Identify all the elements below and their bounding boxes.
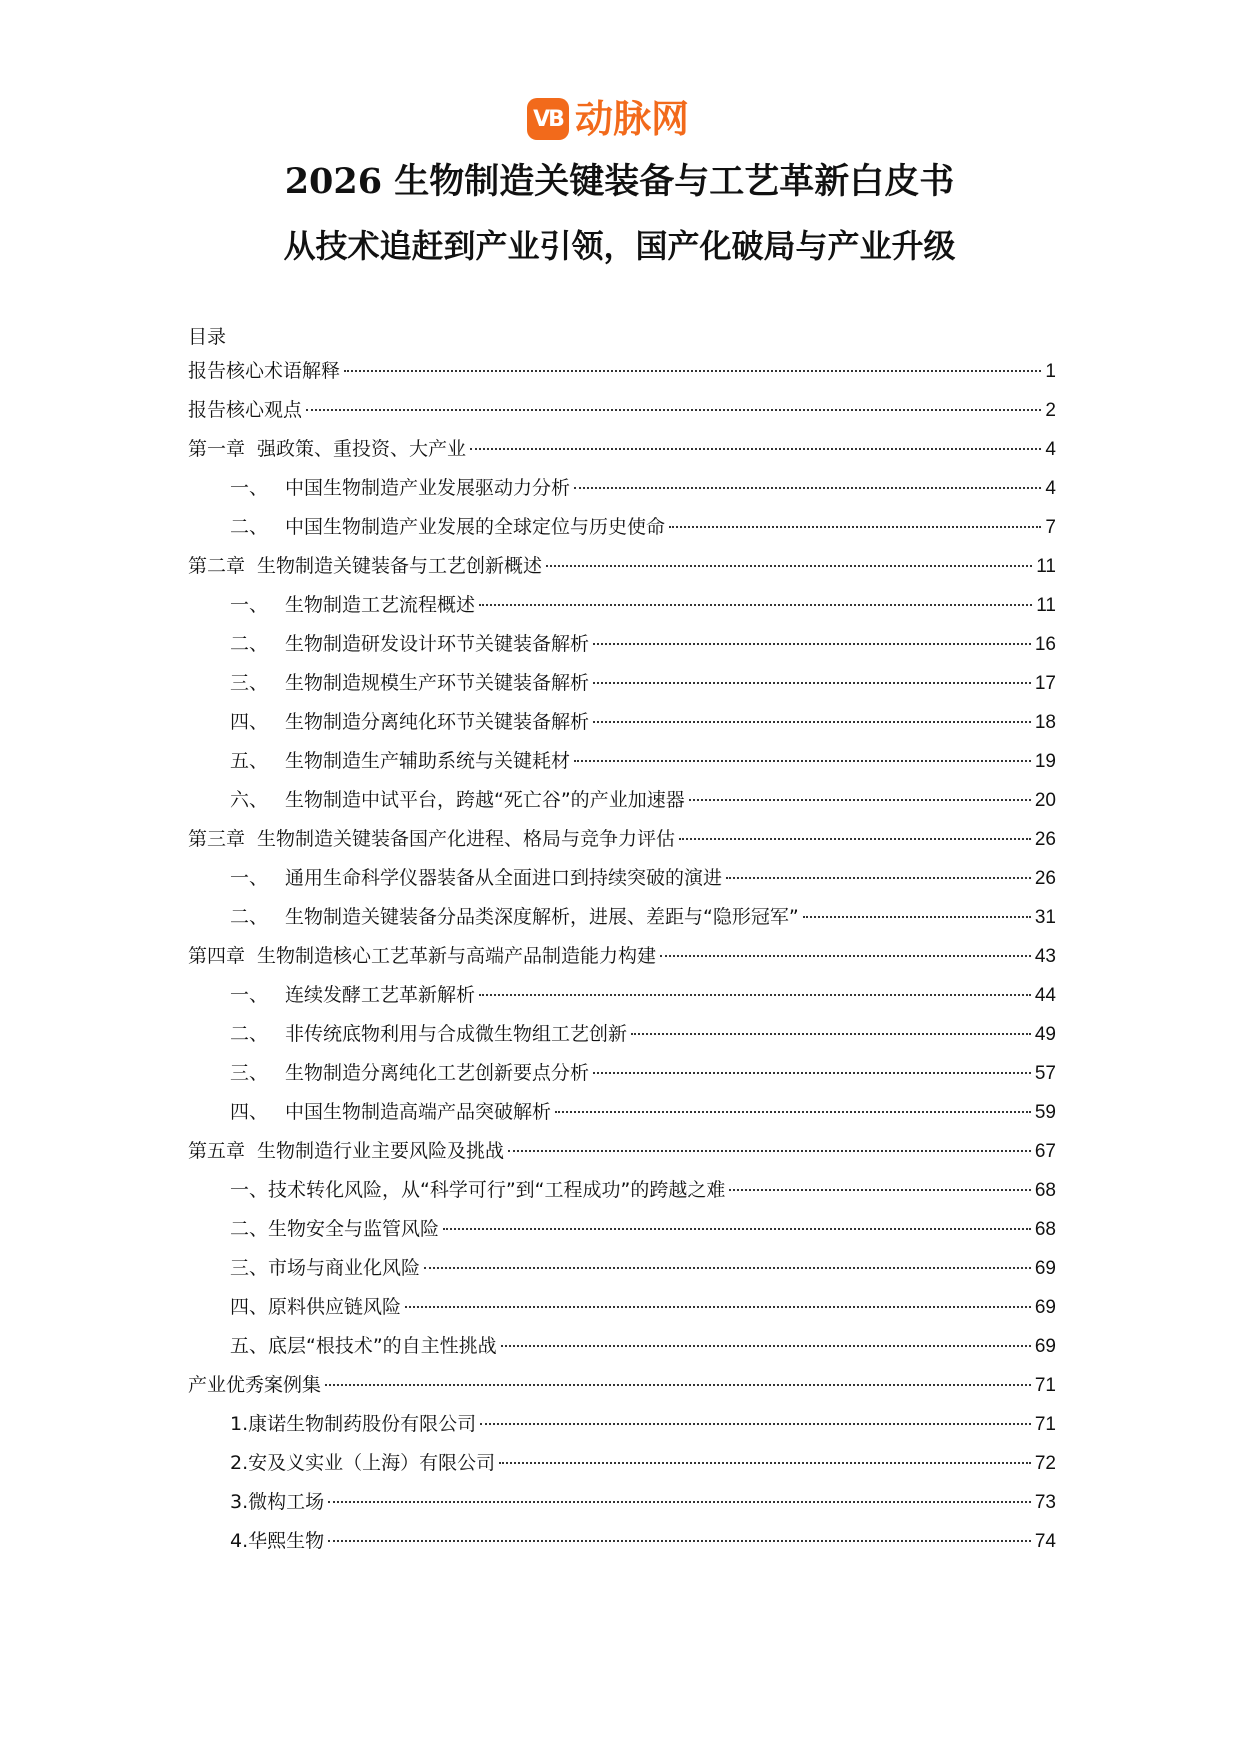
toc-entry-title: 生物制造关键装备国产化进程、格局与竞争力评估 [257, 828, 676, 850]
toc-dot-leader [546, 565, 1032, 567]
toc-entry-label [230, 1210, 439, 1249]
toc-dot-leader [344, 370, 1041, 372]
toc-entry-title: 1.康诺生物制药股份有限公司 [230, 1413, 477, 1435]
toc-dot-leader [424, 1267, 1031, 1269]
toc-dot-leader [669, 526, 1041, 528]
toc-entry[interactable] [188, 976, 1056, 1015]
toc-entry-label [230, 1015, 627, 1054]
toc-entry-title: 通用生命科学仪器装备从全面进口到持续突破的演进 [285, 867, 723, 889]
toc-entry-label [188, 391, 302, 430]
toc-entry[interactable] [188, 859, 1056, 898]
toc-page-number: 43 [1034, 946, 1056, 967]
toc-page-number: 11 [1036, 595, 1056, 616]
brand-name: 动脉网 [575, 97, 690, 141]
toc-entry[interactable] [188, 547, 1056, 586]
toc-entry-title: 生物制造关键装备分品类深度解析，进展、差距与“隐形冠军” [285, 906, 799, 928]
toc-entry-title: 产业优秀案例集 [188, 1374, 322, 1396]
toc-page-number: 69 [1034, 1336, 1056, 1357]
toc-entry-label [230, 1171, 725, 1210]
toc-section-number: 一、 [230, 477, 269, 499]
toc-entry-label [230, 1093, 551, 1132]
toc-dot-leader [729, 1189, 1030, 1191]
toc-dot-leader [470, 448, 1041, 450]
toc-dot-leader [499, 1462, 1031, 1464]
toc-entry[interactable] [188, 1444, 1056, 1483]
toc-entry[interactable] [188, 1327, 1056, 1366]
toc-entry-label [230, 976, 475, 1015]
toc-page-number: 7 [1045, 517, 1056, 538]
toc-page-number: 11 [1036, 556, 1056, 577]
toc-entry[interactable] [188, 937, 1056, 976]
toc-dot-leader [479, 994, 1031, 996]
toc-page-number: 72 [1034, 1453, 1056, 1474]
toc-dot-leader [593, 643, 1031, 645]
toc-dot-leader [593, 1072, 1031, 1074]
toc-entry[interactable] [188, 469, 1056, 508]
toc-page-number: 18 [1034, 712, 1056, 733]
toc-page-number: 1 [1045, 361, 1056, 382]
toc-page-number: 59 [1034, 1102, 1056, 1123]
toc-dot-leader [306, 409, 1041, 411]
toc-chapter-number: 第五章 [188, 1140, 246, 1162]
toc-entry-title: 生物制造中试平台，跨越“死亡谷”的产业加速器 [285, 789, 685, 811]
toc-chapter-number: 第三章 [188, 828, 246, 850]
brand-logo [527, 96, 689, 142]
toc-entry-label [230, 625, 589, 664]
toc-entry-label [230, 1054, 589, 1093]
toc-page-number: 44 [1034, 985, 1056, 1006]
toc-entry[interactable] [188, 898, 1056, 937]
toc-heading: 目录 [188, 326, 227, 348]
toc-section-number: 五、 [230, 750, 269, 772]
toc-entry[interactable] [188, 430, 1056, 469]
toc-dot-leader [593, 682, 1031, 684]
toc-entry-label [230, 781, 685, 820]
toc-entry[interactable] [188, 391, 1056, 430]
toc-section-number: 三、 [230, 1062, 269, 1084]
toc-entry[interactable] [188, 820, 1056, 859]
toc-entry-label [230, 508, 665, 547]
toc-page-number: 67 [1034, 1141, 1056, 1162]
toc-entry-label [230, 703, 589, 742]
toc-entry-title: 二、生物安全与监管风险 [230, 1218, 440, 1240]
toc-section-number: 三、 [230, 672, 269, 694]
toc-entry-title: 生物制造行业主要风险及挑战 [257, 1140, 505, 1162]
toc-entry[interactable] [188, 703, 1056, 742]
toc-dot-leader [660, 955, 1031, 957]
toc-page-number: 31 [1034, 907, 1056, 928]
toc-entry-title: 生物制造规模生产环节关键装备解析 [285, 672, 590, 694]
toc-dot-leader [501, 1345, 1031, 1347]
toc-entry-title: 五、底层“根技术”的自主性挑战 [230, 1335, 497, 1357]
toc-entry-title: 生物制造分离纯化工艺创新要点分析 [285, 1062, 590, 1084]
toc-dot-leader [689, 799, 1031, 801]
toc-page-number: 74 [1034, 1531, 1056, 1552]
toc-page-number: 26 [1034, 868, 1056, 889]
toc-dot-leader [508, 1150, 1031, 1152]
toc-page-number: 17 [1034, 673, 1056, 694]
toc-section-number: 二、 [230, 906, 269, 928]
toc-page-number: 69 [1034, 1297, 1056, 1318]
toc-section-number: 四、 [230, 711, 269, 733]
toc-page-number: 71 [1034, 1375, 1056, 1396]
toc-section-number: 一、 [230, 984, 269, 1006]
toc-entry-title: 中国生物制造产业发展的全球定位与历史使命 [285, 516, 666, 538]
toc-section-number: 二、 [230, 1023, 269, 1045]
toc-entry-label [230, 469, 570, 508]
toc-entry-title: 一、技术转化风险，从“科学可行”到“工程成功”的跨越之难 [230, 1179, 726, 1201]
toc-entry-label [188, 1366, 321, 1405]
toc-entry[interactable] [188, 1210, 1056, 1249]
toc-entry-title: 3.微构工场 [230, 1491, 325, 1513]
toc-entry-label [230, 898, 799, 937]
toc-page-number: 20 [1034, 790, 1056, 811]
toc-dot-leader [555, 1111, 1031, 1113]
toc-page-number: 68 [1034, 1219, 1056, 1240]
toc-entry-label [188, 937, 656, 976]
toc-entry-label [230, 859, 722, 898]
toc-entry-label [230, 1522, 324, 1561]
toc-entry-title: 强政策、重投资、大产业 [257, 438, 467, 460]
toc-entry[interactable] [188, 625, 1056, 664]
toc-entry[interactable] [188, 781, 1056, 820]
toc-section-number: 二、 [230, 633, 269, 655]
toc-entry[interactable] [188, 664, 1056, 703]
toc-entry-title: 四、原料供应链风险 [230, 1296, 402, 1318]
toc-entry-title: 三、市场与商业化风险 [230, 1257, 421, 1279]
toc-page-number: 68 [1034, 1180, 1056, 1201]
toc-section-number: 六、 [230, 789, 269, 811]
toc-entry-title: 中国生物制造产业发展驱动力分析 [285, 477, 571, 499]
toc-section-number: 四、 [230, 1101, 269, 1123]
toc-page-number: 49 [1034, 1024, 1056, 1045]
toc-entry-label [230, 1288, 401, 1327]
toc-entry-title: 中国生物制造高端产品突破解析 [285, 1101, 552, 1123]
toc-entry-label [188, 352, 340, 391]
toc-dot-leader [726, 877, 1031, 879]
toc-page-number: 2 [1045, 400, 1056, 421]
toc-dot-leader [803, 916, 1031, 918]
toc-entry-label [230, 1249, 420, 1288]
toc-entry-title: 4.华熙生物 [230, 1530, 325, 1552]
brand-mark-icon: VB [527, 98, 569, 140]
toc-chapter-number: 第二章 [188, 555, 246, 577]
toc-entry-label [230, 664, 589, 703]
toc-entry[interactable] [188, 1054, 1056, 1093]
toc-entry-title: 生物制造工艺流程概述 [285, 594, 476, 616]
toc-page-number: 4 [1045, 478, 1056, 499]
toc-entry-title: 非传统底物利用与合成微生物组工艺创新 [285, 1023, 628, 1045]
toc-entry[interactable] [188, 586, 1056, 625]
toc-entry-label [230, 1483, 324, 1522]
toc-dot-leader [325, 1384, 1031, 1386]
toc-entry[interactable] [188, 352, 1056, 391]
toc-dot-leader [479, 604, 1032, 606]
toc-entry-title: 报告核心观点 [188, 399, 303, 421]
toc-page-number: 71 [1034, 1414, 1056, 1435]
document-title: 2026 生物制造关键装备与工艺革新白皮书 [284, 161, 955, 202]
toc-entry-label [188, 430, 466, 469]
toc-dot-leader [593, 721, 1031, 723]
toc-entry[interactable] [188, 1015, 1056, 1054]
toc-entry[interactable] [188, 1366, 1056, 1405]
toc-dot-leader [328, 1501, 1031, 1503]
toc-dot-leader [443, 1228, 1031, 1230]
toc-dot-leader [405, 1306, 1031, 1308]
toc-entry[interactable] [188, 1249, 1056, 1288]
toc-entry[interactable] [188, 1093, 1056, 1132]
toc-entry[interactable] [188, 1171, 1056, 1210]
toc-section-number: 一、 [230, 867, 269, 889]
toc-page-number: 4 [1045, 439, 1056, 460]
toc-chapter-number: 第一章 [188, 438, 246, 460]
toc-entry-label [230, 1327, 497, 1366]
toc-entry[interactable] [188, 1522, 1056, 1561]
toc-section-number: 一、 [230, 594, 269, 616]
toc-chapter-number: 第四章 [188, 945, 246, 967]
toc-entry-label [188, 1132, 504, 1171]
toc-dot-leader [574, 487, 1041, 489]
toc-entry-title: 生物制造研发设计环节关键装备解析 [285, 633, 590, 655]
toc-dot-leader [679, 838, 1031, 840]
toc-page-number: 57 [1034, 1063, 1056, 1084]
toc-entry-label [230, 742, 570, 781]
toc-entry-title: 生物制造关键装备与工艺创新概述 [257, 555, 543, 577]
toc-page-number: 73 [1034, 1492, 1056, 1513]
toc-entry-title: 连续发酵工艺革新解析 [285, 984, 476, 1006]
document-subtitle: 从技术追赶到产业引领，国产化破局与产业升级 [283, 227, 956, 265]
toc-entry[interactable] [188, 1405, 1056, 1444]
toc-dot-leader [574, 760, 1031, 762]
toc-entry[interactable] [188, 1483, 1056, 1522]
toc-entry-title: 2.安及义实业（上海）有限公司 [230, 1452, 496, 1474]
toc-entry-label [230, 1444, 495, 1483]
toc-page-number: 19 [1034, 751, 1056, 772]
toc-dot-leader [328, 1540, 1031, 1542]
toc-entry-label [188, 820, 675, 859]
toc-page-number: 69 [1034, 1258, 1056, 1279]
toc-entry-label [188, 547, 542, 586]
toc-page-number: 26 [1034, 829, 1056, 850]
table-of-contents [188, 352, 1056, 1561]
toc-entry[interactable] [188, 1288, 1056, 1327]
toc-entry-label [230, 586, 475, 625]
toc-page-number: 16 [1034, 634, 1056, 655]
toc-entry-title: 生物制造核心工艺革新与高端产品制造能力构建 [257, 945, 657, 967]
toc-entry[interactable] [188, 508, 1056, 547]
toc-entry-title: 报告核心术语解释 [188, 360, 341, 382]
toc-entry-label [230, 1405, 476, 1444]
toc-entry-title: 生物制造生产辅助系统与关键耗材 [285, 750, 571, 772]
toc-section-number: 二、 [230, 516, 269, 538]
toc-dot-leader [480, 1423, 1031, 1425]
toc-dot-leader [631, 1033, 1031, 1035]
toc-entry[interactable] [188, 742, 1056, 781]
toc-entry-title: 生物制造分离纯化环节关键装备解析 [285, 711, 590, 733]
toc-entry[interactable] [188, 1132, 1056, 1171]
